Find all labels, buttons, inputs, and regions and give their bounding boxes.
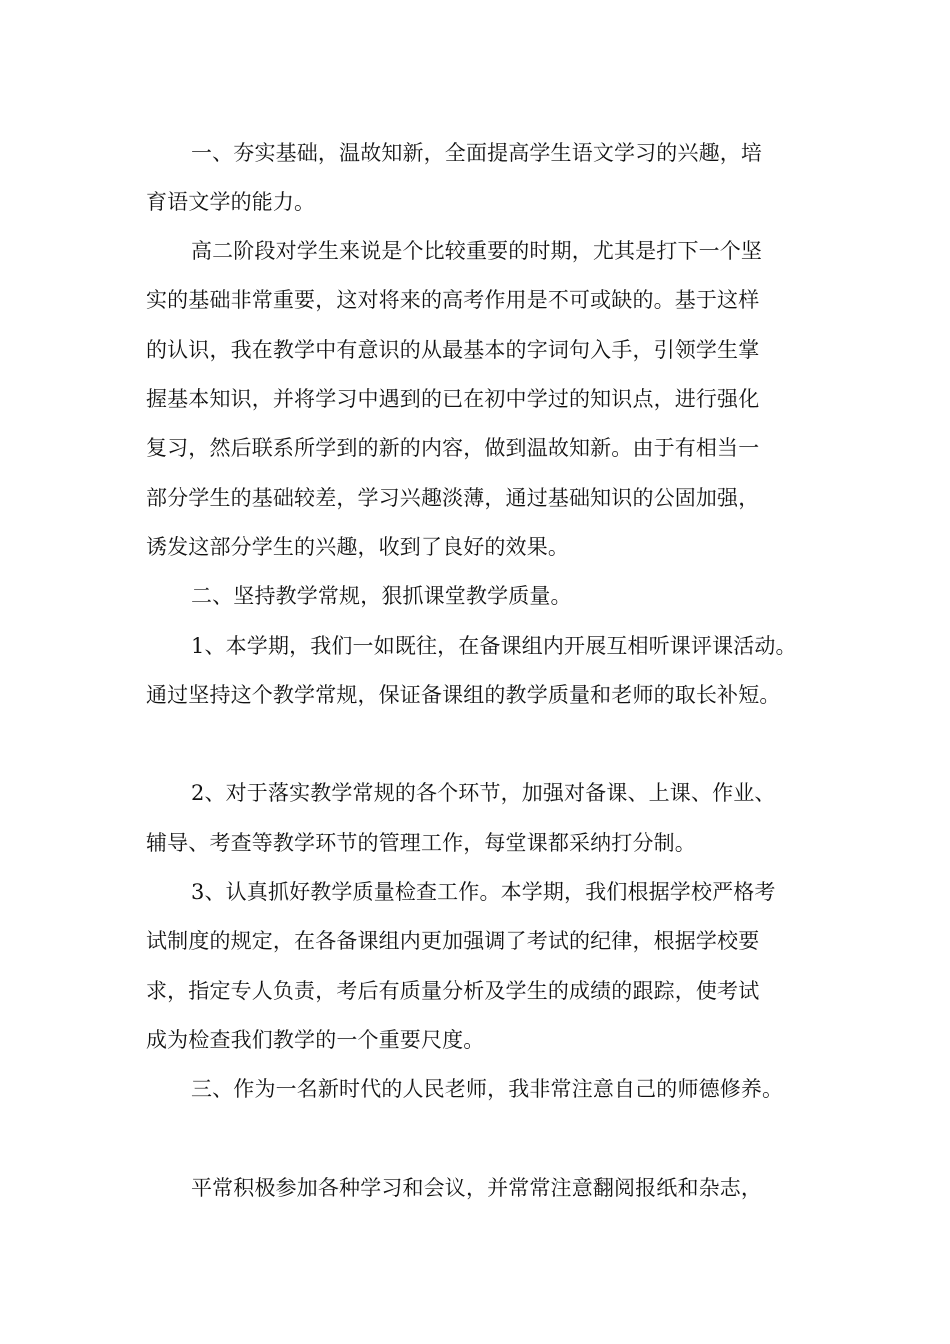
- text-line: 通过坚持这个教学常规，保证备课组的教学质量和老师的取长补短。: [146, 683, 781, 707]
- text-line: 复习，然后联系所学到的新的内容，做到温故知新。由于有相当一: [146, 436, 760, 460]
- text-line: 的认识，我在教学中有意识的从最基本的字词句入手，引领学生掌: [146, 338, 760, 362]
- section-heading: 三、作为一名新时代的人民老师，我非常注意自己的师德修养。: [191, 1077, 784, 1101]
- text-line: 3、认真抓好教学质量检查工作。本学期，我们根据学校严格考: [191, 880, 776, 904]
- text-line: 实的基础非常重要，这对将来的高考作用是不可或缺的。基于这样: [146, 288, 760, 312]
- section-heading: 二、坚持教学常规，狠抓课堂教学质量。: [191, 584, 572, 608]
- text-line: 成为检查我们教学的一个重要尺度。: [146, 1028, 485, 1052]
- text-line: 一、夯实基础，温故知新，全面提高学生语文学习的兴趣，培: [191, 141, 763, 165]
- text-line: 部分学生的基础较差，学习兴趣淡薄，通过基础知识的公固加强，: [146, 486, 760, 510]
- text-line: 2、对于落实教学常规的各个环节，加强对备课、上课、作业、: [191, 781, 776, 805]
- text-line: 诱发这部分学生的兴趣，收到了良好的效果。: [146, 535, 569, 559]
- text-line: 试制度的规定，在各备课组内更加强调了考试的纪律，根据学校要: [146, 929, 760, 953]
- text-line: 育语文学的能力。: [146, 190, 316, 214]
- text-line: 平常积极参加各种学习和会议，并常常注意翻阅报纸和杂志，: [191, 1176, 763, 1200]
- text-line: 1、本学期，我们一如既往，在备课组内开展互相听课评课活动。: [191, 634, 797, 658]
- text-line: 高二阶段对学生来说是个比较重要的时期，尤其是打下一个坚: [191, 239, 763, 263]
- text-line: 辅导、考查等教学环节的管理工作，每堂课都采纳打分制。: [146, 831, 696, 855]
- text-line: 求，指定专人负责，考后有质量分析及学生的成绩的跟踪，使考试: [146, 979, 760, 1003]
- text-line: 握基本知识，并将学习中遇到的已在初中学过的知识点，进行强化: [146, 387, 760, 411]
